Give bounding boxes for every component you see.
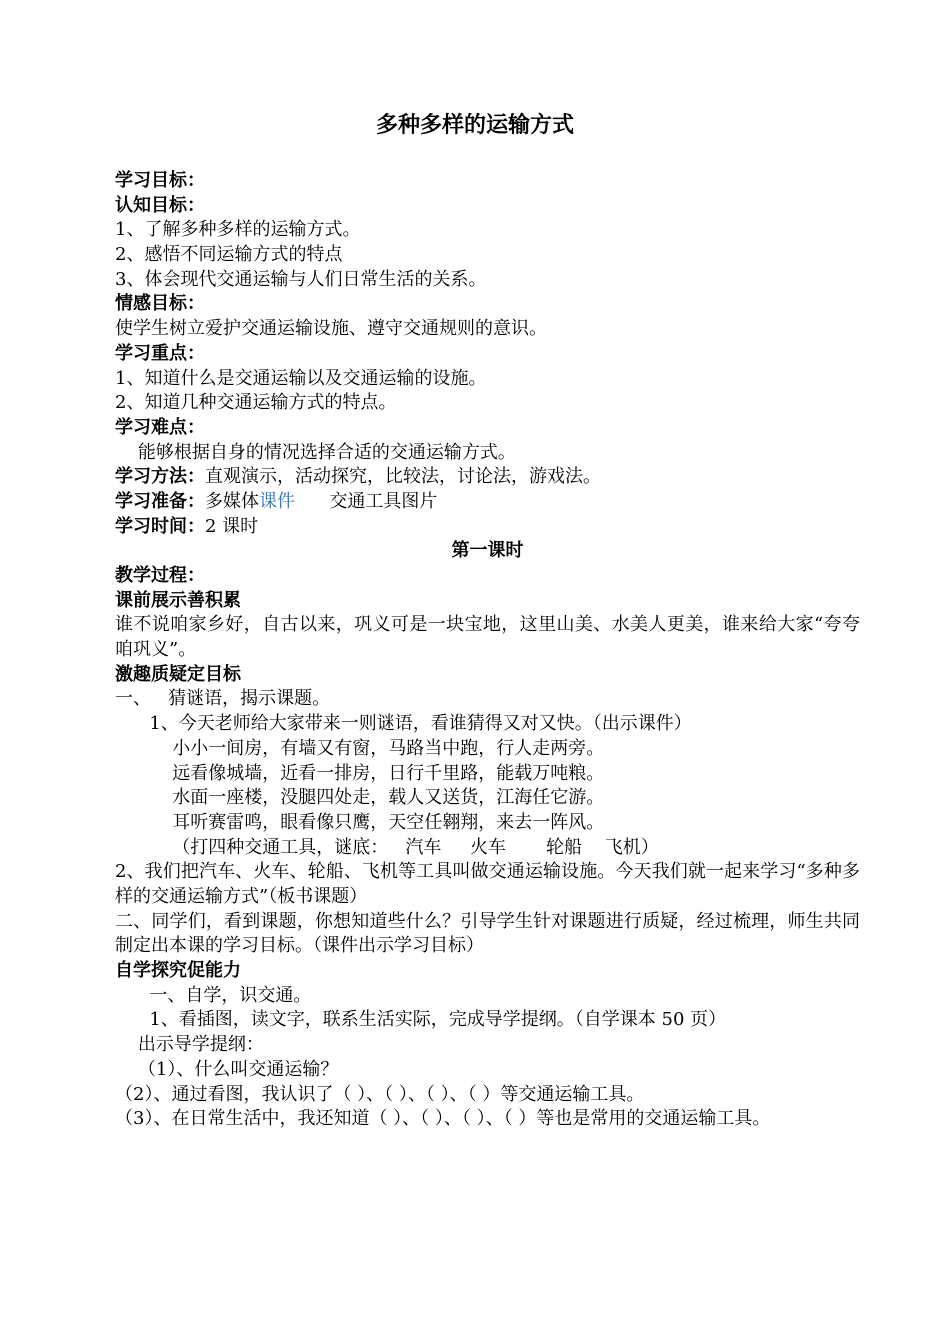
section-heading (115, 169, 860, 194)
text-line (115, 243, 860, 268)
line-text: 水面一座楼，没腿四处走，载人又送货，江海任它游。 (115, 787, 605, 809)
section-heading (115, 564, 860, 589)
text-line (115, 441, 860, 466)
line-text: 远看像城墙，近看一排房，日行千里路，能载万吨粮。 (115, 762, 605, 784)
section-heading (115, 292, 860, 317)
line-text: 自学探究促能力 (115, 960, 241, 982)
line-text: （3）、在日常生活中，我还知道（ ）、（ ）、（ ）、（ ）等也是常用的交通运输工具。 (115, 1108, 771, 1130)
text-line (115, 712, 860, 737)
line-text: 多媒体 (205, 490, 259, 512)
field-label: 学习方法： (115, 466, 205, 488)
line-text: （打四种交通工具，谜底： 汽车 火车 轮船 飞机） (115, 836, 659, 858)
line-text: 2、知道几种交通运输方式的特点。 (115, 392, 397, 414)
line-text: 学习目标： (115, 170, 205, 191)
field-label: 学习时间： (115, 515, 205, 537)
line-text: 使学生树立爱护交通运输设施、遵守交通规则的意识。 (115, 318, 547, 340)
text-line (115, 687, 860, 712)
line-text: （2）、通过看图，我认识了（ ）、（ ）、（ ）、（ ）等交通运输工具。 (115, 1083, 645, 1105)
text-line (115, 1008, 860, 1033)
line-text: 2、我们把汽车、火车、轮船、飞机等工具叫做交通运输设施。今天我们就一起来学习“多种多样的交通运输方式”（板书课题） (115, 861, 860, 907)
line-text: 2、感悟不同运输方式的特点 (115, 244, 343, 266)
line-text: 1、看插图，读文字，联系生活实际，完成导学提纲。（自学课本 50 页） (115, 1009, 727, 1031)
text-line (115, 786, 860, 811)
text-line (115, 515, 860, 540)
section-heading (115, 589, 860, 614)
line-text: 小小一间房，有墙又有窗，马路当中跑，行人走两旁。 (115, 737, 605, 759)
text-line (115, 1058, 860, 1083)
line-text: 耳听赛雷鸣，眼看像只鹰，天空任翱翔，来去一阵风。 (115, 811, 605, 833)
text-line (115, 391, 860, 416)
line-text: 1、今天老师给大家带来一则谜语，看谁猜得又对又快。（出示课件） (115, 713, 692, 735)
line-text: （1）、什么叫交通运输？ (115, 1058, 339, 1080)
line-text: 1、知道什么是交通运输以及交通运输的设施。 (115, 367, 487, 389)
line-text: 谁不说咱家乡好，自古以来，巩义可是一块宝地，这里山美、水美人更美，谁来给大家“夸夸咱巩义”。 (115, 614, 860, 661)
text-line (115, 367, 860, 392)
line-text: 一、 猜谜语，揭示课题。 (115, 688, 331, 710)
text-line (115, 836, 860, 861)
line-text: 一、自学，识交通。 (115, 984, 312, 1006)
text-line (115, 860, 860, 909)
text-line (115, 317, 860, 342)
text-line (115, 737, 860, 762)
document-body (115, 169, 860, 1132)
line-text: 情感目标： (115, 293, 205, 315)
line-text: 二、同学们，看到课题，你想知道些什么？引导学生针对课题进行质疑，经过梳理，师生共同制定出本课的学习目标。（课件出示学习目标） (115, 910, 860, 957)
section-heading (115, 416, 860, 441)
section-heading (115, 959, 860, 984)
section-heading (115, 342, 860, 367)
text-line (115, 910, 860, 959)
text-line (115, 218, 860, 243)
courseware-link[interactable]: 课件 (259, 490, 295, 512)
line-text: 课前展示善积累 (115, 589, 241, 611)
text-line (115, 268, 860, 293)
text-line (115, 490, 860, 515)
line-text: 能够根据自身的情况选择合适的交通运输方式。 (115, 441, 516, 463)
line-text: 第一课时 (451, 540, 524, 562)
section-heading (115, 663, 860, 688)
line-text: 1、了解多种多样的运输方式。 (115, 219, 361, 241)
document-title: 多种多样的运输方式 (375, 113, 574, 138)
line-text-tail: 交通工具图片 (295, 490, 438, 512)
section-heading (115, 539, 860, 564)
line-text: 激趣质疑定目标 (115, 663, 241, 685)
text-line (115, 1033, 860, 1058)
line-text: 教学过程： (115, 565, 205, 586)
line-text: 2 课时 (205, 515, 259, 537)
section-heading (115, 194, 860, 219)
line-text: 出示导学提纲： (115, 1034, 264, 1056)
field-label: 学习准备： (115, 490, 205, 512)
text-line (115, 1083, 860, 1108)
line-text: 3、体会现代交通运输与人们日常生活的关系。 (115, 268, 487, 290)
text-line (115, 1107, 860, 1132)
line-text: 直观演示，活动探究，比较法，讨论法，游戏法。 (205, 466, 601, 488)
text-line (115, 465, 860, 490)
text-line (115, 984, 860, 1009)
text-line (115, 762, 860, 787)
line-text: 学习重点： (115, 342, 205, 364)
line-text: 学习难点： (115, 416, 205, 438)
text-line (115, 613, 860, 662)
text-line (115, 811, 860, 836)
line-text: 认知目标： (115, 194, 205, 216)
